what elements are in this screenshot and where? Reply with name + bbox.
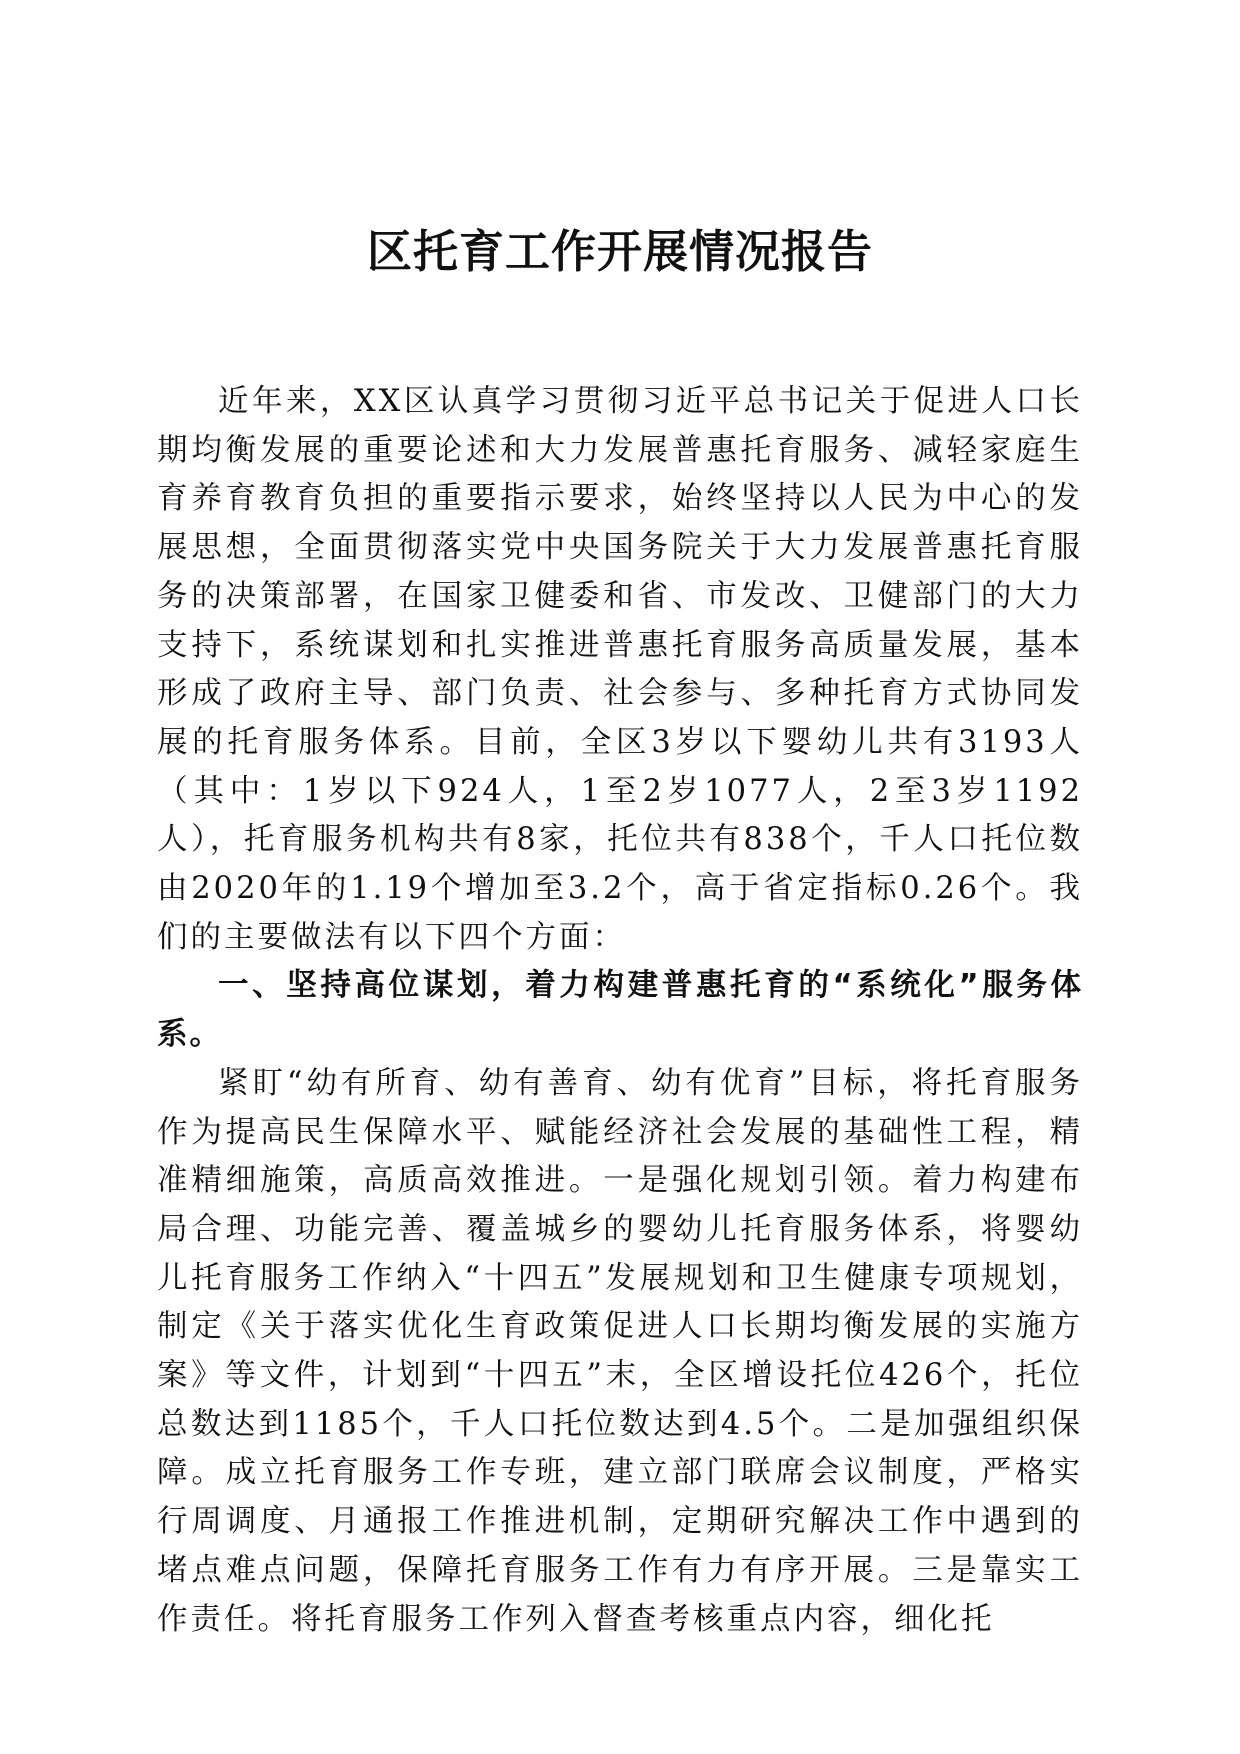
section-1-paragraph: 紧盯“幼有所育、幼有善育、幼有优育”目标，将托育服务作为提高民生保障水平、赋能经济社会发展的基础性工程，精准精细施策，高质高效推进。一是强化规划引领。着力构建布局合理、功能完善、覆盖城乡的婴幼儿托育服务体系，将婴幼儿托育服务工作纳入“十四五”发展规划和卫生健康专项规划，制定《关于落实优化生育政策促进人口长期均衡发展的实施方案》等文件，计划到“十四五”末，全区增设托位426个，托位总数达到1185个，千人口托位数达到4.5个。二是加强组织保障。成立托育服务工作专班，建立部门联席会议制度，严格实行周调度、月通报工作推进机制，定期研究解决工作中遇到的堵点难点问题，保障托育服务工作有力有序开展。三是靠实工作责任。将托育服务工作列入督查考核重点内容，细化托 — [157, 1065, 1083, 1637]
intro-paragraph: 近年来，XX区认真学习贯彻习近平总书记关于促进人口长期均衡发展的重要论述和大力发展普惠托育服务、减轻家庭生育养育教育负担的重要指示要求，始终坚持以人民为中心的发展思想，全面贯彻落实党中央国务院关于大力发展普惠托育服务的决策部署，在国家卫健委和省、市发改、卫健部门的大力支持下，系统谋划和扎实推进普惠托育服务高质量发展，基本形成了政府主导、部门负责、社会参与、多种托育方式协同发展的托育服务体系。目前，全区3岁以下婴幼儿共有3193人（其中：1岁以下924人，1至2岁1077人，2至3岁1192人），托育服务机构共有8家，托位共有838个，千人口托位数由2020年的1.19个增加至3.2个，高于省定指标0.26个。我们的主要做法有以下四个方面： — [157, 384, 1083, 955]
document-title: 区托育工作开展情况报告 — [366, 225, 873, 278]
document-body — [157, 378, 1083, 1644]
section-heading-1: 一、坚持高位谋划，着力构建普惠托育的“系统化”服务体系。 — [157, 968, 1083, 1053]
